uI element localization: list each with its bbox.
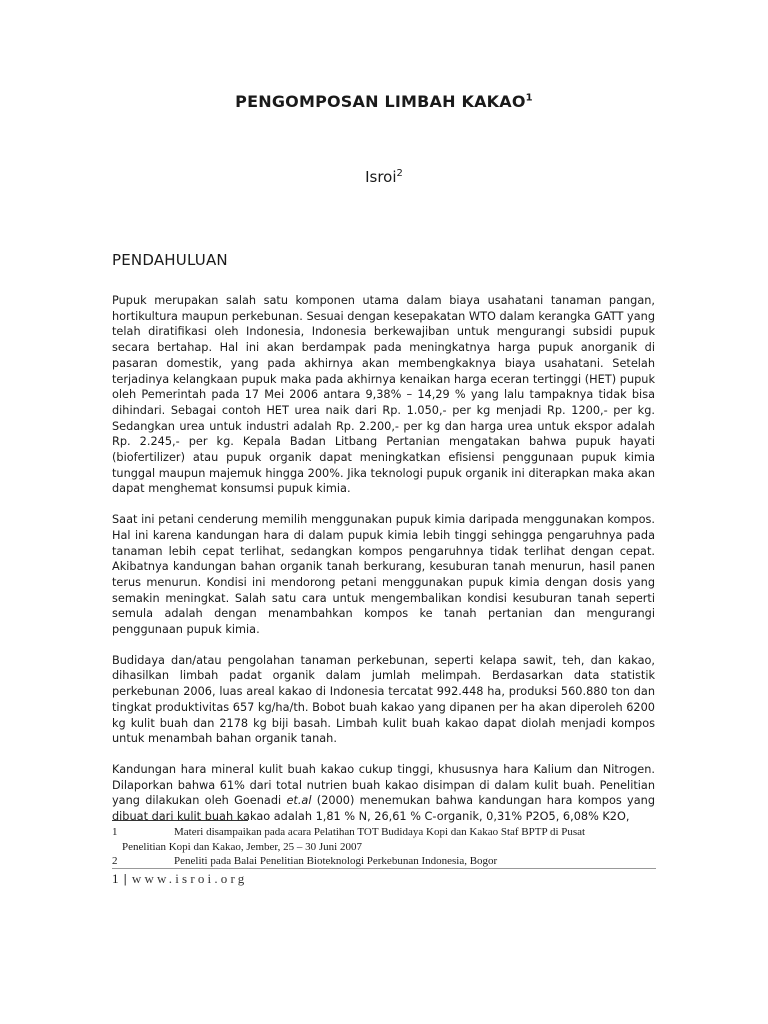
- author-name: [0, 168, 768, 186]
- paragraph-text: (2000) menemukan bahwa kandungan hara kompos yang dibuat dari kulit buah kakao adalah 1,81 % N, 26,61 % C-organik, 0,31% P2O5, 6,08% K2O,: [112, 794, 655, 824]
- body-text: [112, 293, 655, 840]
- author-text: Isroi: [365, 168, 397, 186]
- title-footnote-marker: 1: [525, 92, 533, 104]
- paragraph: Saat ini petani cenderung memilih menggunakan pupuk kimia daripada menggunakan kompos. Hal ini karena kandungan hara di dalam pupuk kimia lebih tinggi sehingga pengaruhnya pada tanaman lebih cepat terlihat, sedangkan kompos pengaruhnya tidak terlihat dengan cepat. Akibatnya kandungan bahan organik tanah berkurang, kesuburan tanah menurun, hasil panen terus menurun. Kondisi ini mendorong petani menggunakan pupuk kimia dengan dosis yang semakin meningkat. Salah satu cara untuk mengembalikan kondisi kesuburan tanah seperti semula adalah dengan menambahkan kompos ke tanah pertanian dan mengurangi penggunaan pupuk kimia.: [112, 513, 655, 637]
- footnote-number: 1: [112, 826, 118, 838]
- footnote-divider: [112, 820, 248, 821]
- paragraph: [112, 762, 655, 825]
- section-heading: PENDAHULUAN: [112, 251, 228, 269]
- footer-divider: [112, 868, 656, 869]
- footnotes: [112, 825, 672, 869]
- footnote-text: Peneliti pada Balai Penelitian Bioteknologi Perkebunan Indonesia, Bogor: [174, 855, 498, 867]
- citation-italic: et.al: [286, 794, 312, 808]
- footnote-text: Materi disampaikan pada acara Pelatihan TOT Budidaya Kopi dan Kakao Staf BPTP di Pusat: [174, 826, 586, 838]
- document-title: [0, 92, 768, 111]
- page-footer: [112, 871, 248, 887]
- author-footnote-marker: 2: [396, 168, 403, 179]
- footnote: [112, 854, 672, 869]
- footnote-continuation: Penelitian Kopi dan Kakao, Jember, 25 – 30 Juni 2007: [122, 840, 362, 853]
- footnote: [112, 825, 672, 854]
- paragraph: Budidaya dan/atau pengolahan tanaman perkebunan, seperti kelapa sawit, teh, dan kakao, dihasilkan limbah padat organik dalam jumlah melimpah. Berdasarkan data statistik perkebunan 2006, luas areal kakao di Indonesia tercatat 992.448 ha, produksi 560.880 ton dan tingkat produktivitas 657 kg/ha/th. Bobot buah kakao yang dipanen per ha akan diperoleh 6200 kg kulit buah dan 2178 kg biji basah. Limbah kulit buah kakao dapat diolah menjadi kompos untuk menambah bahan organik tanah.: [112, 653, 655, 746]
- paragraph-text: Kandungan hara mineral kulit buah kakao cukup tinggi, khususnya hara Kalium dan Nitrogen. Dilaporkan bahwa 61% dari total nutrien buah kakao disimpan di dalam kulit buah. Penelitian yang dilakukan oleh Goenadi: [112, 762, 655, 808]
- page-number: 1: [112, 871, 119, 886]
- footer-url-link[interactable]: www.isroi.org: [131, 871, 248, 886]
- footnote-number: 2: [112, 855, 118, 867]
- title-text: PENGOMPOSAN LIMBAH KAKAO: [235, 92, 526, 111]
- footer-separator: |: [123, 871, 127, 886]
- paragraph: Pupuk merupakan salah satu komponen utama dalam biaya usahatani tanaman pangan, hortikultura maupun perkebunan. Sesuai dengan kesepakatan WTO dalam kerangka GATT yang telah diratifikasi oleh Indonesia, Indonesia berkewajiban untuk mengurangi subsidi pupuk secara bertahap. Hal ini akan berdampak pada meningkatnya harga pupuk anorganik di pasaran domestik, yang pada akhirnya akan membengkaknya biaya usahatani. Setelah terjadinya kelangkaan pupuk maka pada akhirnya kenaikan harga eceran tertinggi (HET) pupuk oleh Pemerintah pada 17 Mei 2006 antara 9,38% – 14,29 % yang lalu tampaknya tidak bisa dihindari. Sebagai contoh HET urea naik dari Rp. 1.050,- per kg menjadi Rp. 1200,- per kg. Sedangkan urea untuk industri adalah Rp. 2.200,- per kg dan harga urea untuk ekspor adalah Rp. 2.245,- per kg. Kepala Badan Litbang Pertanian mengatakan bahwa pupuk hayati (biofertilizer) atau pupuk organik dapat meningkatkan efisiensi penggunaan pupuk kimia tunggal maupun majemuk hingga 200%. Jika teknologi pupuk organik ini diterapkan maka akan dapat menghemat konsumsi pupuk kimia.: [112, 294, 655, 496]
